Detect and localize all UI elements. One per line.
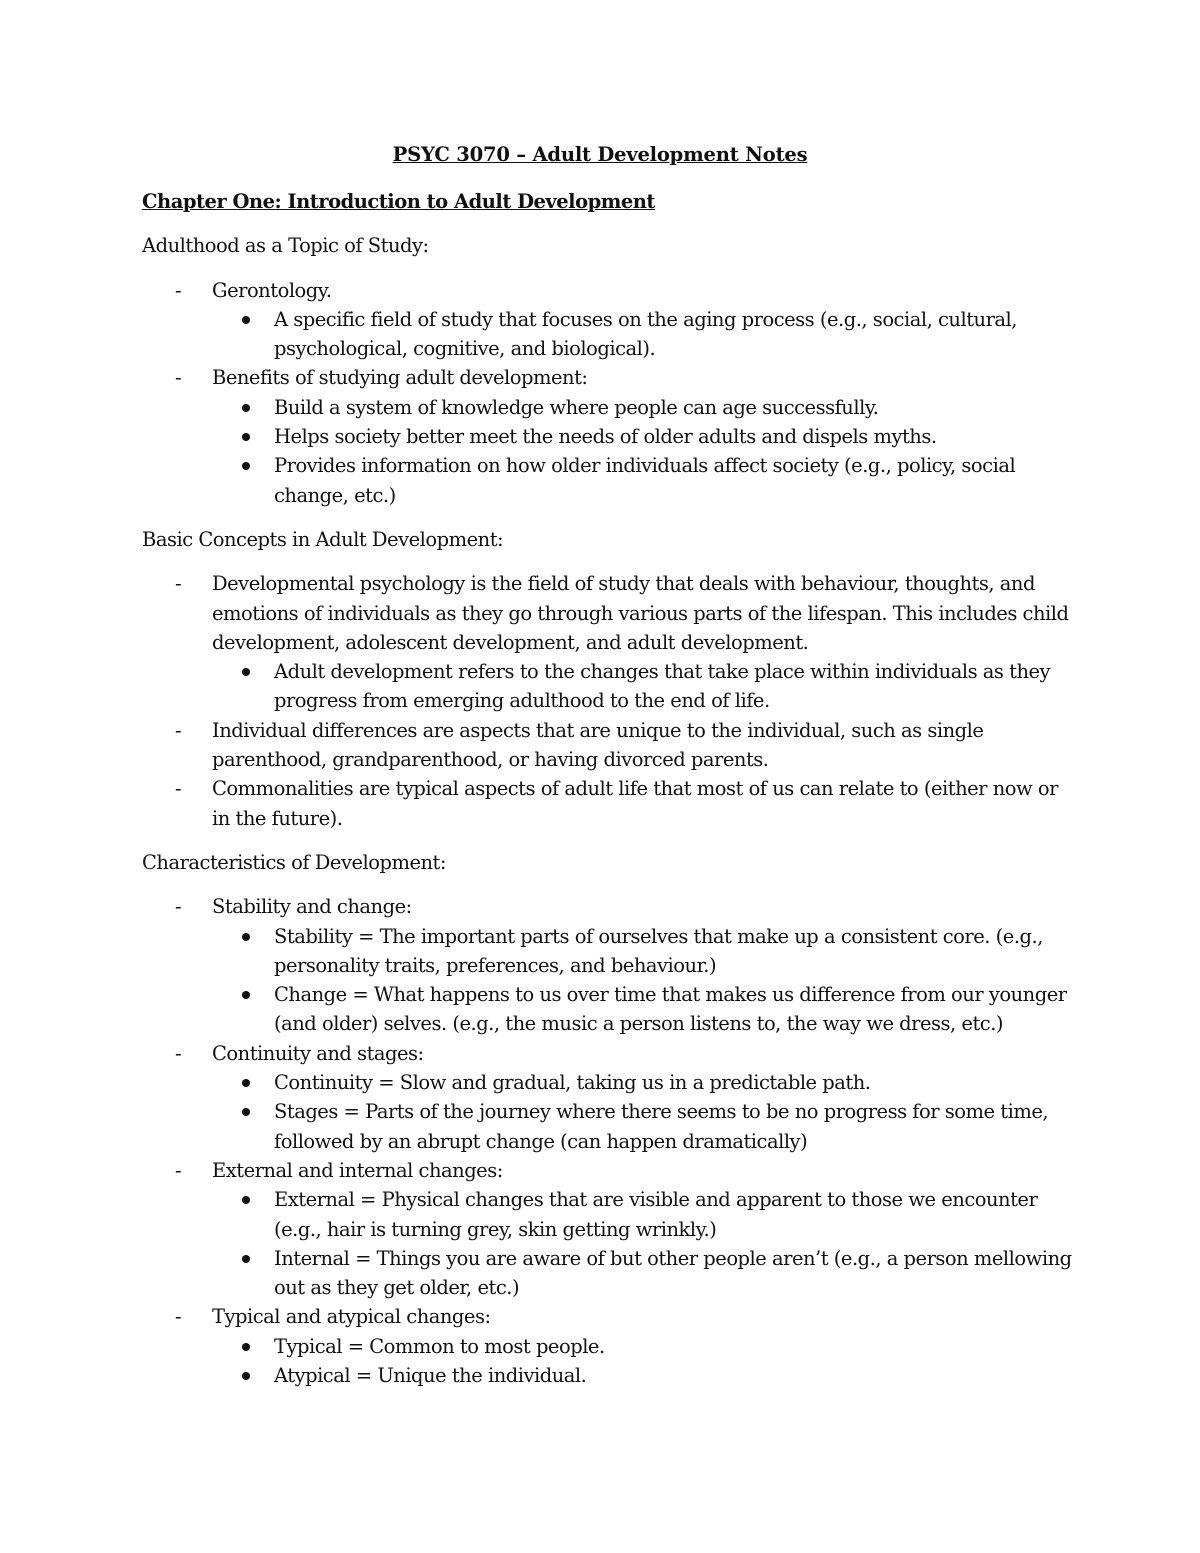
dash-item-text: Benefits of studying adult development: xyxy=(212,366,588,390)
dash-marker: - xyxy=(175,366,182,390)
dash-marker: - xyxy=(175,895,182,919)
bullet-item-text: Stages = Parts of the journey where there seems to be no progress for some time, followed by an abrupt change (can happen dramatically) xyxy=(274,1100,1049,1153)
dash-marker: - xyxy=(175,777,182,801)
document-title: PSYC 3070 – Adult Development Notes xyxy=(392,143,808,166)
dash-list-item xyxy=(142,276,1072,364)
bullet-item-text: Internal = Things you are aware of but other people aren’t (e.g., a person mellowing out as they get older, etc.) xyxy=(274,1246,1072,1300)
bullet-dot-icon xyxy=(242,991,250,999)
bullet-dot-icon xyxy=(242,1108,250,1116)
dash-marker: - xyxy=(175,1305,182,1329)
dash-item-text: Individual differences are aspects that are unique to the individual, such as single parenthood, grandparenthood, or having divorced parents. xyxy=(212,718,984,772)
bullet-item-text: A specific field of study that focuses on the aging process (e.g., social, cultural, psychological, cognitive, and biological). xyxy=(274,307,1017,361)
dash-marker: - xyxy=(175,1041,182,1065)
dash-marker: - xyxy=(175,278,182,302)
bullet-list-item xyxy=(212,451,1072,510)
dash-list-item xyxy=(142,774,1072,833)
bullet-item-text: External = Physical changes that are visible and apparent to those we encounter (e.g., hair is turning grey, skin getting wrinkly.) xyxy=(274,1188,1038,1241)
bullet-item-text: Build a system of knowledge where people can age successfully. xyxy=(274,395,879,419)
dash-marker: - xyxy=(175,572,182,596)
bullet-item-text: Provides information on how older individuals affect society (e.g., policy, social change, etc.) xyxy=(274,454,1016,507)
dash-item-text: External and internal changes: xyxy=(212,1158,503,1182)
section-heading: Adulthood as a Topic of Study: xyxy=(142,234,429,258)
bullet-list-item xyxy=(212,1332,1072,1361)
bullet-list-item xyxy=(212,1068,1072,1097)
bullet-list-item xyxy=(212,1097,1072,1156)
dash-list xyxy=(142,276,1072,510)
bullet-list-item xyxy=(212,305,1072,364)
bullet-item-text: Typical = Common to most people. xyxy=(274,1334,605,1358)
bullet-list-item xyxy=(212,657,1072,716)
dash-list-item xyxy=(142,1039,1072,1156)
bullet-dot-icon xyxy=(242,462,250,470)
bullet-item-text: Stability = The important parts of ourselves that make up a consistent core. (e.g., personality traits, preferences, and behaviour.) xyxy=(274,924,1043,977)
dash-item-text: Stability and change: xyxy=(212,895,412,919)
dash-item-text: Commonalities are typical aspects of adult life that most of us can relate to (either now or in the future). xyxy=(212,777,1058,830)
bullet-dot-icon xyxy=(242,1079,250,1087)
bullet-dot-icon xyxy=(242,433,250,441)
dash-list-item xyxy=(142,569,1072,715)
bullet-item-text: Adult development refers to the changes that take place within individuals as they progress from emerging adulthood to the end of life. xyxy=(274,660,1051,713)
section-heading: Basic Concepts in Adult Development: xyxy=(142,527,504,551)
bullet-dot-icon xyxy=(242,668,250,676)
dash-list xyxy=(142,569,1072,833)
dash-list xyxy=(142,892,1072,1390)
dash-item-text: Gerontology. xyxy=(212,278,332,302)
bullet-list-item xyxy=(212,393,1072,422)
bullet-list-item xyxy=(212,980,1072,1039)
bullet-list-item xyxy=(212,1244,1072,1303)
bullet-list-item xyxy=(212,422,1072,451)
bullet-list-item xyxy=(212,922,1072,981)
bullet-list xyxy=(212,1332,1072,1391)
dash-item-text: Typical and atypical changes: xyxy=(212,1305,491,1329)
bullet-dot-icon xyxy=(242,1196,250,1204)
bullet-dot-icon xyxy=(242,1343,250,1351)
bullet-dot-icon xyxy=(242,404,250,412)
dash-list-item xyxy=(142,1302,1072,1390)
dash-list-item xyxy=(142,363,1072,509)
bullet-dot-icon xyxy=(242,316,250,324)
dash-marker: - xyxy=(175,1158,182,1182)
bullet-item-text: Change = What happens to us over time that makes us difference from our younger (and older) selves. (e.g., the music a person listens to, the way we dress, etc.) xyxy=(274,983,1067,1036)
bullet-item-text: Continuity = Slow and gradual, taking us in a predictable path. xyxy=(274,1071,871,1095)
bullet-list xyxy=(212,305,1072,364)
bullet-item-text: Atypical = Unique the individual. xyxy=(274,1363,587,1387)
bullet-list xyxy=(212,1185,1072,1302)
bullet-list-item xyxy=(212,1185,1072,1244)
dash-list-item xyxy=(142,892,1072,1038)
section-heading: Characteristics of Development: xyxy=(142,850,446,874)
bullet-dot-icon xyxy=(242,1372,250,1380)
bullet-list xyxy=(212,657,1072,716)
dash-item-text: Developmental psychology is the field of study that deals with behaviour, thoughts, and emotions of individuals as they go through various parts of the lifespan. This includes child development, adolescent development, and adult development. xyxy=(212,572,1069,654)
dash-marker: - xyxy=(175,718,182,742)
bullet-list xyxy=(212,393,1072,510)
bullet-dot-icon xyxy=(242,1255,250,1263)
chapter-heading: Chapter One: Introduction to Adult Development xyxy=(142,190,655,213)
bullet-list-item xyxy=(212,1361,1072,1390)
bullet-item-text: Helps society better meet the needs of older adults and dispels myths. xyxy=(274,425,937,449)
bullet-list xyxy=(212,1068,1072,1156)
bullet-list xyxy=(212,922,1072,1039)
bullet-dot-icon xyxy=(242,933,250,941)
document-body xyxy=(142,187,1072,1405)
dash-list-item xyxy=(142,716,1072,775)
dash-item-text: Continuity and stages: xyxy=(212,1041,424,1065)
dash-list-item xyxy=(142,1156,1072,1302)
